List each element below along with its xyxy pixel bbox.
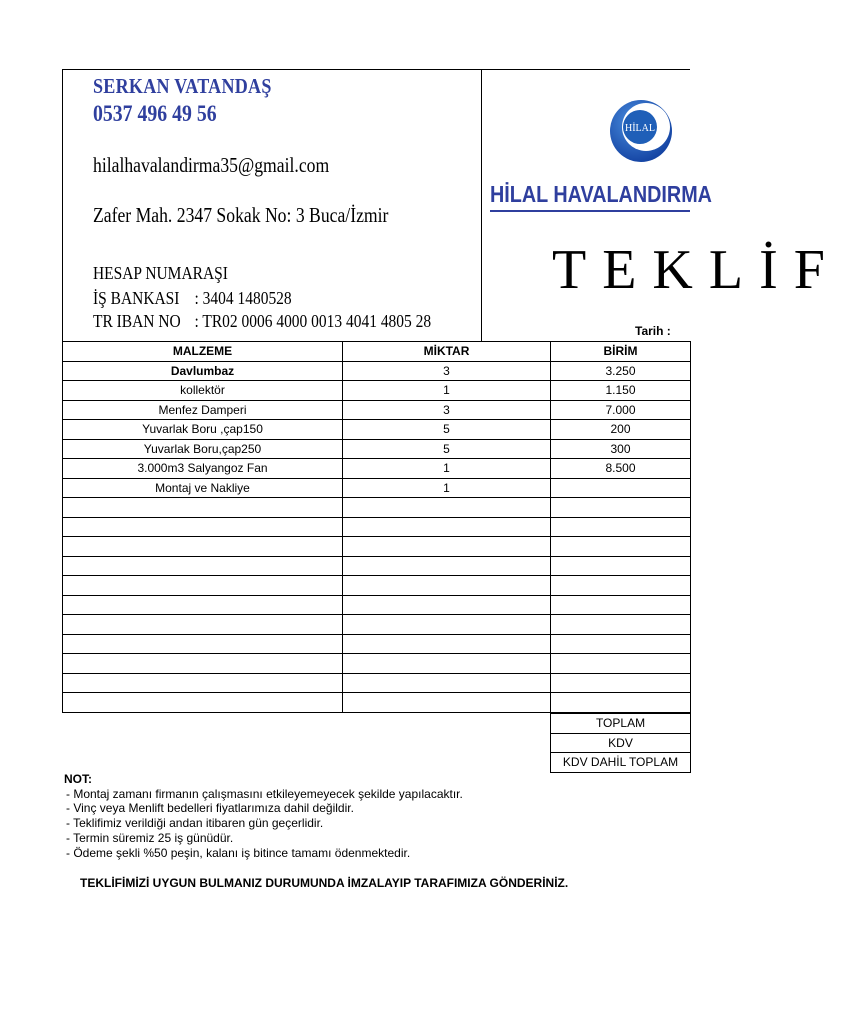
header-unit: BİRİM xyxy=(551,342,691,362)
header-divider xyxy=(481,69,482,341)
vat-label: KDV xyxy=(551,733,691,753)
item-cell: Yuvarlak Boru,çap250 xyxy=(63,439,343,459)
notes-section xyxy=(64,772,463,860)
unit-cell xyxy=(551,576,691,596)
item-cell xyxy=(63,634,343,654)
unit-cell xyxy=(551,537,691,557)
qty-cell xyxy=(343,576,551,596)
unit-cell xyxy=(551,634,691,654)
totals-table xyxy=(550,713,691,773)
iban-label: TR IBAN NO xyxy=(93,311,181,331)
table-row xyxy=(63,615,691,635)
item-cell xyxy=(63,517,343,537)
table-row xyxy=(63,498,691,518)
unit-cell xyxy=(551,595,691,615)
unit-cell: 8.500 xyxy=(551,459,691,479)
header-qty: MİKTAR xyxy=(343,342,551,362)
table-row xyxy=(63,556,691,576)
qty-cell xyxy=(343,537,551,557)
unit-cell: 3.250 xyxy=(551,361,691,381)
items-table xyxy=(62,341,691,713)
unit-cell xyxy=(551,693,691,713)
table-row xyxy=(63,439,691,459)
logo-text: HİLAL xyxy=(625,123,655,134)
item-cell: Menfez Damperi xyxy=(63,400,343,420)
qty-cell: 1 xyxy=(343,459,551,479)
qty-cell xyxy=(343,634,551,654)
note-line: - Ödeme şekli %50 peşin, kalanı iş bitince tamamı ödenmektedir. xyxy=(66,845,411,860)
item-cell xyxy=(63,576,343,596)
table-row xyxy=(63,420,691,440)
table-row xyxy=(63,654,691,674)
item-cell xyxy=(63,654,343,674)
table-row xyxy=(63,381,691,401)
qty-cell xyxy=(343,693,551,713)
table-row xyxy=(63,478,691,498)
qty-cell: 5 xyxy=(343,420,551,440)
unit-cell: 200 xyxy=(551,420,691,440)
account-title: HESAP NUMARAŞI xyxy=(93,263,228,283)
document-title: TEKLİF xyxy=(552,239,841,301)
item-cell xyxy=(63,673,343,693)
unit-cell xyxy=(551,517,691,537)
unit-cell xyxy=(551,478,691,498)
unit-cell xyxy=(551,673,691,693)
header-item: MALZEME xyxy=(63,342,343,362)
item-cell: Yuvarlak Boru ,çap150 xyxy=(63,420,343,440)
table-row xyxy=(63,517,691,537)
item-cell xyxy=(63,615,343,635)
table-row xyxy=(63,537,691,557)
table-row xyxy=(63,459,691,479)
phone-number: 0537 496 49 56 xyxy=(93,101,217,126)
bank-row xyxy=(93,288,292,309)
table-row xyxy=(63,576,691,596)
qty-cell xyxy=(343,654,551,674)
item-cell: Davlumbaz xyxy=(63,361,343,381)
brand-name: HİLAL HAVALANDIRMA xyxy=(490,181,712,207)
iban-row xyxy=(93,311,431,332)
qty-cell: 1 xyxy=(343,381,551,401)
notes-title: NOT: xyxy=(64,772,92,786)
item-cell xyxy=(63,595,343,615)
item-cell xyxy=(63,693,343,713)
note-line: - Montaj zamanı firmanın çalışmasını etkileyemeyecek şekilde yapılacaktır. xyxy=(66,786,463,801)
postal-address: Zafer Mah. 2347 Sokak No: 3 Buca/İzmir xyxy=(93,203,389,227)
date-label: Tarih : xyxy=(635,324,671,338)
item-cell xyxy=(63,498,343,518)
unit-cell xyxy=(551,498,691,518)
item-cell xyxy=(63,556,343,576)
qty-cell: 1 xyxy=(343,478,551,498)
qty-cell xyxy=(343,517,551,537)
qty-cell xyxy=(343,615,551,635)
grand-total-label: KDV DAHİL TOPLAM xyxy=(551,753,691,773)
table-row xyxy=(63,400,691,420)
qty-cell: 3 xyxy=(343,361,551,381)
footer-message: TEKLİFİMİZİ UYGUN BULMANIZ DURUMUNDA İMZALAYIP TARAFIMIZA GÖNDERİNİZ. xyxy=(80,876,569,890)
table-row xyxy=(63,634,691,654)
item-cell: kollektör xyxy=(63,381,343,401)
table-row xyxy=(63,693,691,713)
table-row xyxy=(63,595,691,615)
unit-cell xyxy=(551,615,691,635)
item-cell: Montaj ve Nakliye xyxy=(63,478,343,498)
owner-name: SERKAN VATANDAŞ xyxy=(93,74,272,98)
item-cell: 3.000m3 Salyangoz Fan xyxy=(63,459,343,479)
brand-underline xyxy=(490,210,690,212)
unit-cell xyxy=(551,654,691,674)
unit-cell: 1.150 xyxy=(551,381,691,401)
note-line: - Vinç veya Menlift bedelleri fiyatlarımıza dahil değildir. xyxy=(66,801,354,816)
table-row xyxy=(63,673,691,693)
email-address: hilalhavalandirma35@gmail.com xyxy=(93,153,330,177)
unit-cell xyxy=(551,556,691,576)
qty-cell xyxy=(343,595,551,615)
note-line: - Termin süremiz 25 iş günüdür. xyxy=(66,830,234,845)
hilal-logo xyxy=(609,97,673,165)
item-cell xyxy=(63,537,343,557)
table-row xyxy=(63,361,691,381)
qty-cell: 3 xyxy=(343,400,551,420)
qty-cell: 5 xyxy=(343,439,551,459)
unit-cell: 7.000 xyxy=(551,400,691,420)
qty-cell xyxy=(343,673,551,693)
qty-cell xyxy=(343,556,551,576)
subtotal-label: TOPLAM xyxy=(551,714,691,734)
unit-cell: 300 xyxy=(551,439,691,459)
note-line: - Teklifimiz verildiği andan itibaren gün geçerlidir. xyxy=(66,816,324,831)
qty-cell xyxy=(343,498,551,518)
iban-value: : TR02 0006 4000 0013 4041 4805 28 xyxy=(194,311,432,331)
bank-value: : 3404 1480528 xyxy=(194,288,292,308)
table-header-row xyxy=(63,342,691,362)
bank-label: İŞ BANKASI xyxy=(93,288,180,308)
